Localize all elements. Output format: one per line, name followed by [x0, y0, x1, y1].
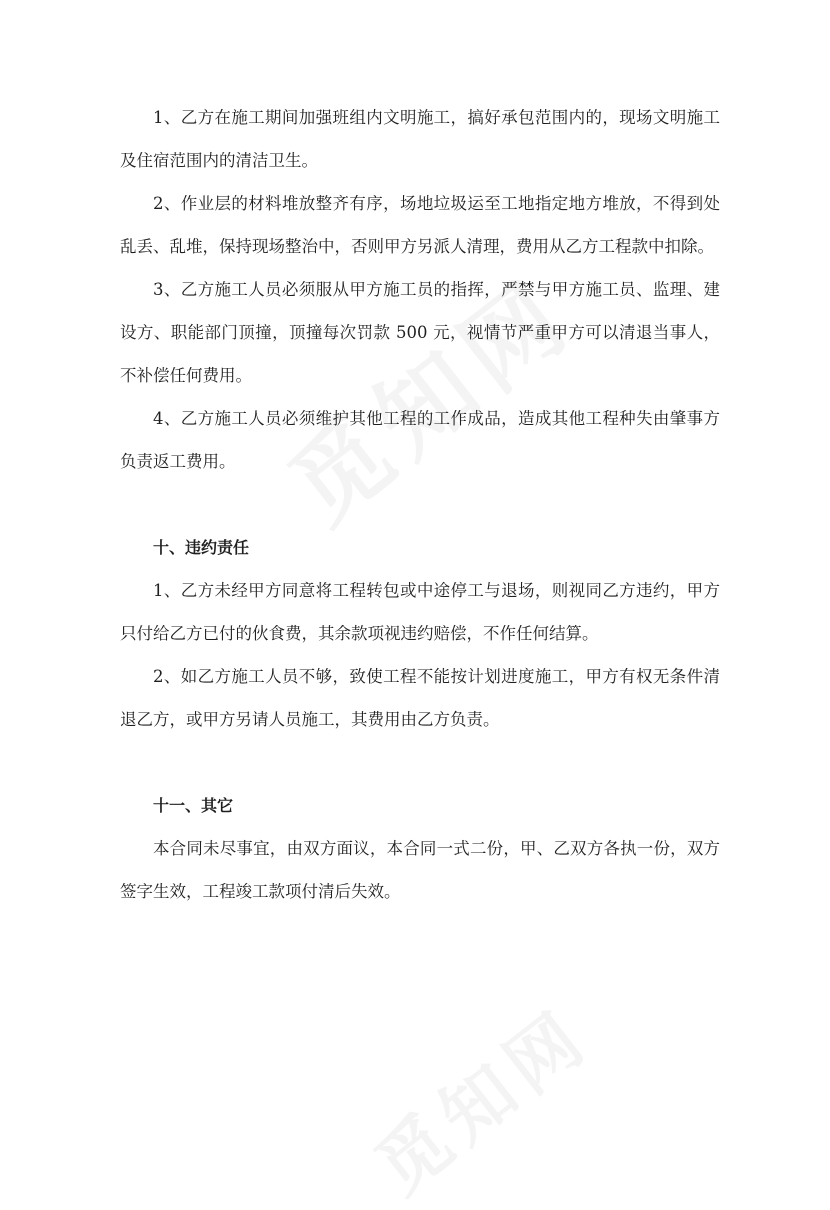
clause-paragraph: 1、乙方在施工期间加强班组内文明施工，搞好承包范围内的，现场文明施工及住宿范围内的清洁卫生。	[120, 108, 720, 170]
clause-paragraph: 2、作业层的材料堆放整齐有序，场地垃圾运至工地指定地方堆放，不得到处乱丢、乱堆，保持现场整治中，否则甲方另派人清理，费用从乙方工程款中扣除。	[120, 194, 720, 256]
section-title-liability: 十、违约责任	[153, 538, 250, 557]
section-title-other: 十一、其它	[153, 796, 234, 815]
clause-paragraph: 1、乙方未经甲方同意将工程转包或中途停工与退场，则视同乙方违约，甲方只付给乙方已付的伙食费，其余款项视违约赔偿，不作任何结算。	[120, 581, 720, 643]
document-body	[120, 96, 720, 913]
clause-paragraph: 4、乙方施工人员必须维护其他工程的工作成品，造成其他工程种失由肇事方负责返工费用。	[120, 409, 720, 471]
section-spacer	[120, 483, 720, 526]
clause-paragraph: 3、乙方施工人员必须服从甲方施工员的指挥，严禁与甲方施工员、监理、建设方、职能部门顶撞，顶撞每次罚款 500 元，视情节严重甲方可以清退当事人，不补偿任何费用。	[120, 280, 720, 385]
clause-paragraph: 本合同未尽事宜，由双方面议，本合同一式二份，甲、乙双方各执一份，双方签字生效，工程竣工款项付清后失效。	[120, 839, 720, 901]
clause-paragraph: 2、如乙方施工人员不够，致使工程不能按计划进度施工，甲方有权无条件清退乙方，或甲方另请人员施工，其费用由乙方负责。	[120, 667, 720, 729]
section-spacer	[120, 741, 720, 784]
watermark-logo-bottom	[373, 1009, 593, 1194]
